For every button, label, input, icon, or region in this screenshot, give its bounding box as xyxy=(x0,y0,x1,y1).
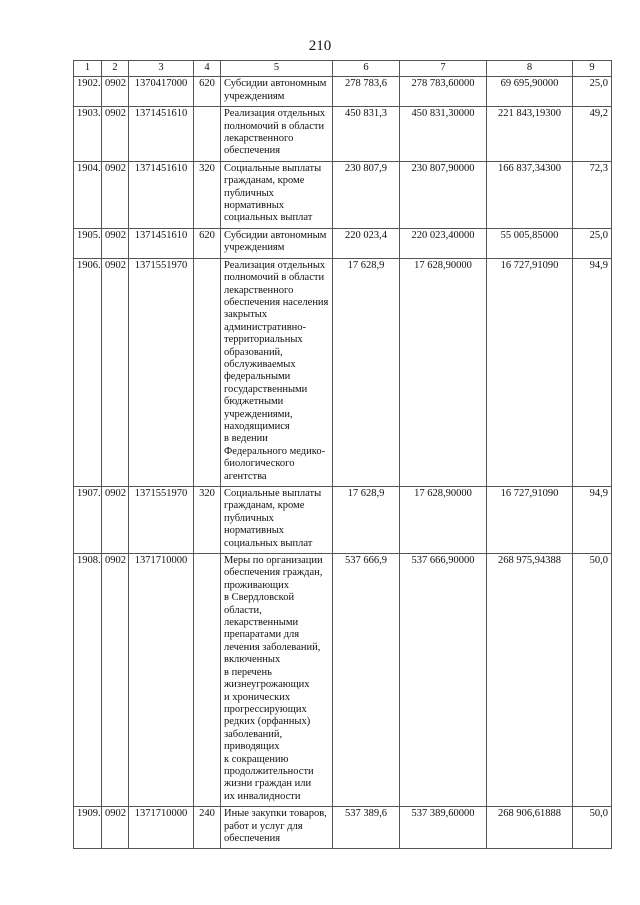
description-line: государственными xyxy=(224,383,308,395)
execution-percent-cell: 72,3 xyxy=(573,161,612,228)
description-line: редких (орфанных) xyxy=(224,716,311,728)
description-line: административно- xyxy=(224,321,307,333)
description-line: обеспечения xyxy=(224,145,281,157)
section-code-cell: 0902 xyxy=(102,807,129,849)
table-row xyxy=(74,258,612,486)
expense-type-cell: 620 xyxy=(194,228,221,258)
planned-amount-cell: 220 023,4 xyxy=(333,228,400,258)
target-code-cell: 1370417000 xyxy=(129,77,194,107)
expense-type-cell: 620 xyxy=(194,77,221,107)
table-row xyxy=(74,77,612,107)
column-header: 5 xyxy=(221,61,333,77)
description-line: в перечень xyxy=(224,666,272,678)
description-line: полномочий в области xyxy=(224,120,325,132)
executed-amount-cell: 166 837,34300 xyxy=(487,161,573,228)
expense-type-cell: 320 xyxy=(194,161,221,228)
description-line: обслуживаемых xyxy=(224,358,296,370)
target-code-cell: 1371551970 xyxy=(129,258,194,486)
planned-amount-cell: 17 628,9 xyxy=(333,487,400,554)
description-line: Социальные выплаты xyxy=(224,488,322,499)
execution-percent-cell: 94,9 xyxy=(573,487,612,554)
page-number: 210 xyxy=(308,38,332,54)
description-line: биологического xyxy=(224,458,295,470)
description-line: учреждениям xyxy=(224,242,285,254)
table-row xyxy=(74,228,612,258)
executed-amount-cell: 221 843,19300 xyxy=(487,107,573,162)
description-line: лекарственными xyxy=(224,617,299,629)
description-line: учреждениям xyxy=(224,90,285,102)
description-line: проживающих xyxy=(224,579,290,591)
description-line: прогрессирующих xyxy=(224,703,307,715)
row-number-cell: 1908. xyxy=(74,554,102,807)
description-line: приводящих xyxy=(224,741,280,753)
planned-amount-cell: 17 628,9 xyxy=(333,258,400,486)
description-line: нормативных xyxy=(224,525,285,537)
description-line: территориальных xyxy=(224,334,303,346)
description-line: гражданам, кроме xyxy=(224,175,305,187)
description-line: Меры по организации xyxy=(224,555,323,567)
description-line: гражданам, кроме xyxy=(224,500,305,512)
description-line: обеспечения населения xyxy=(224,296,329,308)
description-line: обеспечения граждан, xyxy=(224,567,323,579)
target-code-cell: 1371551970 xyxy=(129,487,194,554)
planned-amount-cell: 278 783,6 xyxy=(333,77,400,107)
table-row xyxy=(74,554,612,807)
description-line: заболеваний, xyxy=(224,728,283,740)
target-code-cell: 1371710000 xyxy=(129,554,194,807)
target-code-cell: 1371451610 xyxy=(129,228,194,258)
description-line: Субсидии автономным xyxy=(224,229,327,241)
description-line: публичных xyxy=(224,512,274,524)
column-number-row xyxy=(74,61,612,77)
description-line: агентства xyxy=(224,470,267,482)
target-code-cell: 1371710000 xyxy=(129,807,194,849)
section-code-cell: 0902 xyxy=(102,487,129,554)
executed-amount-cell: 55 005,85000 xyxy=(487,228,573,258)
execution-percent-cell: 49,2 xyxy=(573,107,612,162)
description-line: их инвалидности xyxy=(224,790,301,802)
description-cell xyxy=(221,487,333,554)
description-line: нормативных xyxy=(224,200,285,212)
description-line: лекарственного xyxy=(224,284,294,296)
expense-type-cell xyxy=(194,107,221,162)
column-header: 3 xyxy=(129,61,194,77)
description-cell xyxy=(221,258,333,486)
approved-amount-cell: 17 628,90000 xyxy=(400,258,487,486)
budget-table xyxy=(73,60,612,849)
description-line: социальных выплат xyxy=(224,212,313,224)
approved-amount-cell: 220 023,40000 xyxy=(400,228,487,258)
description-line: находящимися xyxy=(224,420,290,432)
row-number-cell: 1906. xyxy=(74,258,102,486)
approved-amount-cell: 278 783,60000 xyxy=(400,77,487,107)
expense-type-cell xyxy=(194,554,221,807)
expense-type-cell xyxy=(194,258,221,486)
section-code-cell: 0902 xyxy=(102,77,129,107)
table-body xyxy=(74,77,612,849)
description-line: лечения заболеваний, xyxy=(224,641,321,653)
column-header: 8 xyxy=(487,61,573,77)
description-line: Социальные выплаты xyxy=(224,162,322,174)
description-line: к сокращению xyxy=(224,753,289,765)
description-line: жизнеугрожающих xyxy=(224,679,310,691)
planned-amount-cell: 537 389,6 xyxy=(333,807,400,849)
execution-percent-cell: 25,0 xyxy=(573,77,612,107)
column-header: 4 xyxy=(194,61,221,77)
description-line: закрытых xyxy=(224,309,268,321)
description-line: полномочий в области xyxy=(224,272,325,284)
description-cell xyxy=(221,807,333,849)
description-cell xyxy=(221,107,333,162)
executed-amount-cell: 69 695,90000 xyxy=(487,77,573,107)
section-code-cell: 0902 xyxy=(102,258,129,486)
section-code-cell: 0902 xyxy=(102,554,129,807)
approved-amount-cell: 537 666,90000 xyxy=(400,554,487,807)
expense-type-cell: 320 xyxy=(194,487,221,554)
description-line: бюджетными xyxy=(224,396,284,408)
description-line: Иные закупки товаров, xyxy=(224,808,327,820)
description-line: Реализация отдельных xyxy=(224,259,326,271)
description-line: федеральными xyxy=(224,371,291,383)
description-line: учреждениями, xyxy=(224,408,293,420)
target-code-cell: 1371451610 xyxy=(129,107,194,162)
column-header: 6 xyxy=(333,61,400,77)
planned-amount-cell: 230 807,9 xyxy=(333,161,400,228)
row-number-cell: 1909. xyxy=(74,807,102,849)
description-line: работ и услуг для xyxy=(224,820,303,832)
description-line: области, xyxy=(224,604,262,616)
execution-percent-cell: 25,0 xyxy=(573,228,612,258)
section-code-cell: 0902 xyxy=(102,228,129,258)
approved-amount-cell: 450 831,30000 xyxy=(400,107,487,162)
column-header: 9 xyxy=(573,61,612,77)
description-cell xyxy=(221,77,333,107)
row-number-cell: 1905. xyxy=(74,228,102,258)
description-line: Федерального медико- xyxy=(224,445,326,457)
description-line: социальных выплат xyxy=(224,537,313,549)
row-number-cell: 1902. xyxy=(74,77,102,107)
planned-amount-cell: 450 831,3 xyxy=(333,107,400,162)
description-cell xyxy=(221,161,333,228)
execution-percent-cell: 94,9 xyxy=(573,258,612,486)
column-header: 7 xyxy=(400,61,487,77)
planned-amount-cell: 537 666,9 xyxy=(333,554,400,807)
executed-amount-cell: 16 727,91090 xyxy=(487,487,573,554)
description-line: Реализация отдельных xyxy=(224,108,326,120)
approved-amount-cell: 230 807,90000 xyxy=(400,161,487,228)
description-line: включенных xyxy=(224,654,281,666)
executed-amount-cell: 16 727,91090 xyxy=(487,258,573,486)
description-line: продолжительности xyxy=(224,765,314,777)
row-number-cell: 1904. xyxy=(74,161,102,228)
description-line: в ведении xyxy=(224,433,268,445)
approved-amount-cell: 537 389,60000 xyxy=(400,807,487,849)
description-line: образований, xyxy=(224,346,283,358)
table-row xyxy=(74,487,612,554)
executed-amount-cell: 268 906,61888 xyxy=(487,807,573,849)
description-line: лекарственного xyxy=(224,133,294,145)
description-line: жизни граждан или xyxy=(224,778,312,790)
executed-amount-cell: 268 975,94388 xyxy=(487,554,573,807)
table-row xyxy=(74,807,612,849)
row-number-cell: 1903. xyxy=(74,107,102,162)
description-line: обеспечения xyxy=(224,832,281,844)
table-row xyxy=(74,161,612,228)
description-line: и хронических xyxy=(224,691,291,703)
description-line: публичных xyxy=(224,187,274,199)
section-code-cell: 0902 xyxy=(102,161,129,228)
target-code-cell: 1371451610 xyxy=(129,161,194,228)
section-code-cell: 0902 xyxy=(102,107,129,162)
description-cell xyxy=(221,554,333,807)
approved-amount-cell: 17 628,90000 xyxy=(400,487,487,554)
table-row xyxy=(74,107,612,162)
description-line: Субсидии автономным xyxy=(224,78,327,90)
description-line: препаратами для xyxy=(224,629,300,641)
row-number-cell: 1907. xyxy=(74,487,102,554)
description-cell xyxy=(221,228,333,258)
column-header: 1 xyxy=(74,61,102,77)
column-header: 2 xyxy=(102,61,129,77)
execution-percent-cell: 50,0 xyxy=(573,807,612,849)
description-line: в Свердловской xyxy=(224,592,295,604)
expense-type-cell: 240 xyxy=(194,807,221,849)
execution-percent-cell: 50,0 xyxy=(573,554,612,807)
